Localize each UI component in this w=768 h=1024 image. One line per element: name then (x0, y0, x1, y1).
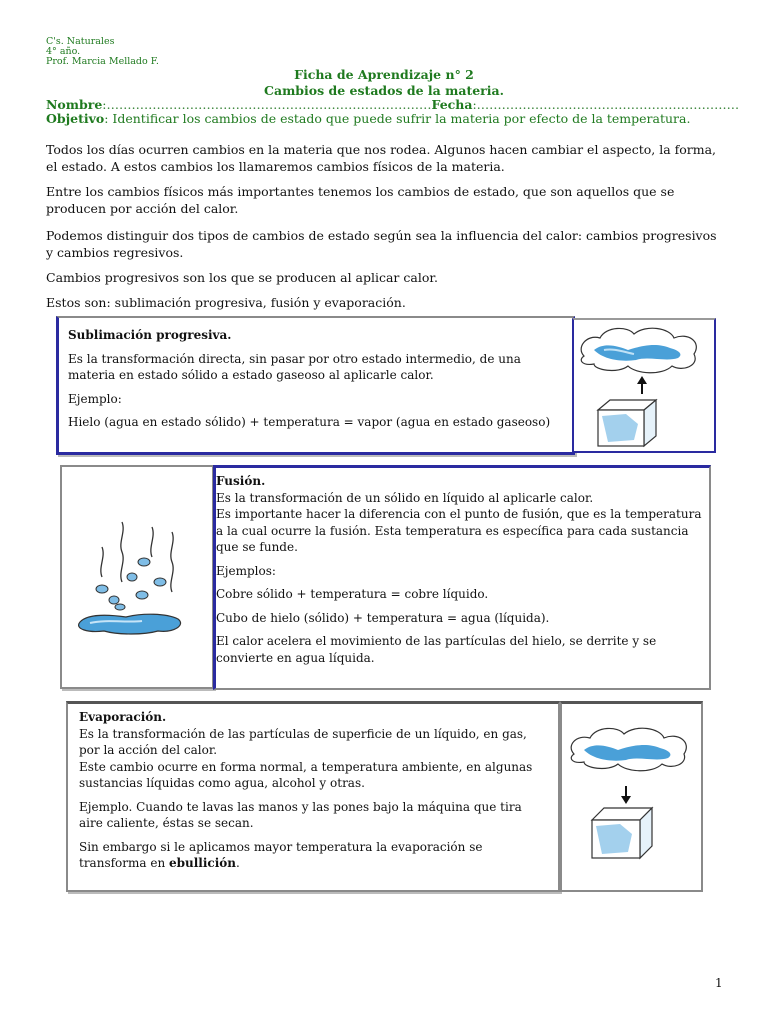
objective-label: Objetivo (46, 111, 105, 126)
page-number: 1 (715, 976, 723, 990)
teacher-label: Prof. Marcia Mellado F. (46, 56, 159, 67)
intro-paragraph-5: Estos son: sublimación progresiva, fusión y evaporación. (46, 295, 406, 310)
melting-ice-drops-icon (96, 558, 166, 610)
sublimacion-definition: Es la transformación directa, sin pasar por otro estado intermedio, de una materia en estado sólido a estado gaseoso al aplicarle calor. (68, 351, 521, 382)
date-field[interactable]: :……………………………………………………… (472, 97, 740, 112)
intro-paragraph-1: Todos los días ocurren cambios en la materia que nos rodea. Algunos hacen cambiar el aspecto, la forma, el estado. A estos cambios los llamaremos cambios físicos de la materia. (46, 142, 717, 174)
fusion-text (216, 473, 705, 673)
fusion-illustration (62, 467, 212, 687)
fusion-image-frame (60, 465, 214, 689)
evaporacion-illustration (562, 704, 701, 890)
objective-text: : Identificar los cambios de estado que puede sufrir la materia por efecto de la temperatura. (104, 111, 691, 126)
down-arrow-icon (621, 786, 631, 804)
evaporacion-example: Ejemplo. Cuando te lavas las manos y las pones bajo la máquina que tira aire caliente, éstas se secan. (79, 799, 522, 830)
evaporacion-definition: Es la transformación de las partículas de superficie de un líquido, en gas, por la acción del calor. (79, 726, 527, 757)
evaporacion-detail: Este cambio ocurre en forma normal, a temperatura ambiente, en algunas sustancias líquidas como agua, alcohol y otras. (79, 759, 533, 790)
fusion-example-1: Cobre sólido + temperatura = cobre líquido. (216, 587, 489, 601)
sublimacion-example: Hielo (agua en estado sólido) + temperatura = vapor (agua en estado gaseoso) (68, 415, 551, 429)
sublimacion-image-frame (572, 318, 716, 453)
fusion-closing: El calor acelera el movimiento de las partículas del hielo, se derrite y se convierte en agua líquida. (216, 634, 657, 665)
sublimacion-example-label: Ejemplo: (68, 391, 122, 406)
ice-cube-icon (592, 808, 652, 858)
evaporacion-image-frame (560, 701, 703, 892)
evaporacion-title: Evaporación. (79, 710, 167, 724)
vapor-cloud-icon (571, 728, 686, 771)
fusion-definition: Es la transformación de un sólido en líquido al aplicarle calor. (216, 490, 594, 505)
fusion-example-2: Cubo de hielo (sólido) + temperatura = agua (líquida). (216, 610, 550, 625)
sublimacion-illustration (574, 320, 714, 451)
vapor-cloud-icon (581, 328, 696, 373)
objective-line (46, 111, 690, 126)
intro-paragraph-2: Entre los cambios físicos más importantes tenemos los cambios de estado, que son aquellos que se producen por acción del calor. (46, 184, 675, 216)
name-date-line (46, 97, 739, 112)
worksheet-subtitle: Cambios de estados de la materia. (264, 83, 504, 98)
evaporacion-closing-end: . (236, 856, 240, 870)
grade-label: 4° año. (46, 46, 81, 57)
ice-cube-icon (598, 400, 656, 446)
water-puddle-icon (79, 614, 181, 634)
evaporacion-closing-text: Sin embargo si le aplicamos mayor temperatura la evaporación se transforma en (79, 839, 483, 870)
ebullicion-term: ebullición (169, 856, 237, 870)
fusion-title: Fusión. (216, 474, 266, 488)
intro-paragraph-3: Podemos distinguir dos tipos de cambios de estado según sea la influencia del calor: cambios progresivos y cambios regresivos. (46, 228, 717, 260)
fusion-examples-label: Ejemplos: (216, 563, 276, 578)
name-field[interactable]: :…………………………………………………………………… (102, 97, 432, 112)
fusion-detail: Es importante hacer la diferencia con el punto de fusión, que es la temperatura a la cual ocurre la fusión. Esta temperatura es específica para cada sustancia que se funde. (216, 507, 702, 554)
evaporacion-closing (79, 839, 549, 872)
up-arrow-icon (637, 376, 647, 394)
intro-paragraph-4: Cambios progresivos son los que se producen al aplicar calor. (46, 270, 438, 285)
worksheet-title: Ficha de Aprendizaje n° 2 (294, 67, 474, 82)
subject-label: C's. Naturales (46, 36, 115, 47)
date-label: Fecha (431, 97, 473, 112)
name-label: Nombre (46, 97, 103, 112)
sublimacion-text (68, 327, 563, 438)
sublimacion-title: Sublimación progresiva. (68, 328, 232, 342)
evaporacion-text (79, 709, 549, 879)
